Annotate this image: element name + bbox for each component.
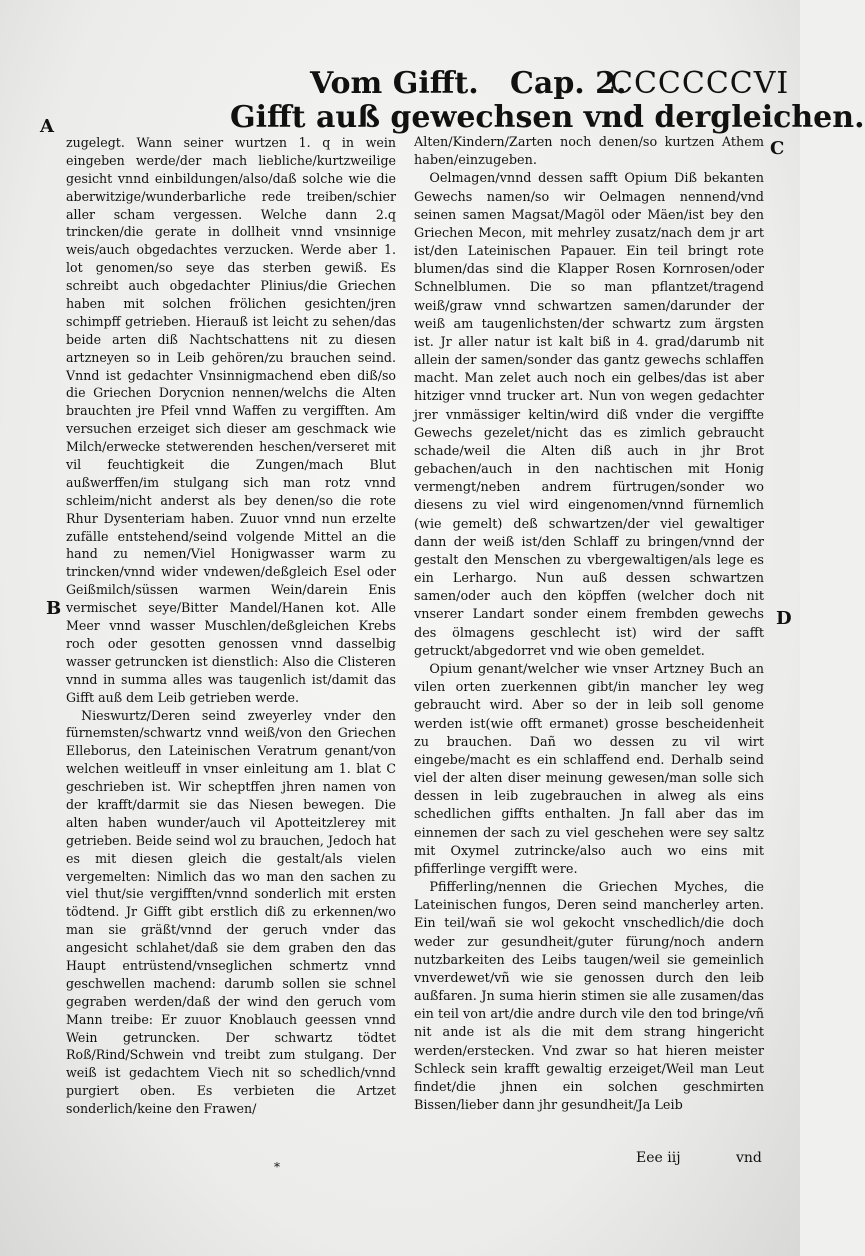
paragraph: Opium genant/welcher wie vnser Artzney Buch an vilen orten zuerkennen gibt/in mancher ley weg gebraucht wird. Aber so der in leib soll genome werden ist(wie offt ermanet) grosse bescheidenheit zu brauchen. Dañ wo dessen zu vil wirt eingebe/macht es ein schlaffend end. Derhalb seind viel der alten diser meinung gewesen/man solle sich dessen in leib zugebrauchen in alweg als eins schedlichen giffts enthalten. Jn fall aber das im einnemen der sach zu viel geschehen were sey saltz mit Oxymel zutrincke/also auch wo eins mit pfifferlinge vergifft were. bbox=[414, 661, 764, 877]
margin-marker-b: B bbox=[46, 598, 62, 619]
right-column bbox=[414, 134, 764, 1115]
left-column bbox=[66, 134, 396, 1118]
section-title: Gifft auß gewechsen vnd dergleichen. bbox=[230, 100, 865, 135]
chapter-number: Cap. 2. bbox=[510, 66, 627, 101]
margin-marker-a: A bbox=[40, 116, 54, 137]
paragraph: Oelmagen/vnnd dessen safft Opium Diß bekanten Gewechs namen/so wir Oelmagen nennend/vnd seinen samen Magsat/Magöl oder Mäen/ist bey den Griechen Mecon, mit mehrley zusatz/nach dem jr art ist/den Lateinischen Papauer. Ein teil bringt rote blumen/das sind die Klapper Rosen Kornrosen/oder Schnelblumen. Die so man pflantzet/tragend weiß/graw vnnd schwartzen samen/darunder der weiß am taugenlichsten/der schwartz zum ärgsten ist. Jr aller natur ist kalt biß in 4. grad/darumb nit allein der samen/sonder das gantz gewechs schlaffen macht. Man zelet auch noch ein gelbes/das ist aber hitziger vnnd trucker art. Nun von wegen gedachter jrer vnmässiger keltin/wird diß vnder die vergiffte Gewechs gezelet/nicht das es zimlich gebraucht schade/weil die Alten diß auch in jhr Brot gebachen/auch in den nachtischen mit Honig vermengt/neben andrem fürtrugen/sonder wo diesens zu viel wird eingenomen/vnnd fürnemlich (wie gemelt) deß schwartzen/der viel gewaltiger dann der weiß ist/den Schlaff zu bringen/vnnd der gestalt den Menschen zu vbergewaltigen/als lege es ein Lerhargo. Nun auß dessen schwartzen samen/oder auch den köpffen (welcher doch nit vnserer Landart sonder einem frembden gewechs des ölmagens geschlecht ist) wird der safft getruckt/abgedorret vnd wie oben gemeldet. bbox=[414, 171, 764, 659]
folio-number: CCCCCCVI bbox=[610, 66, 790, 101]
signature-mark: Eee iij bbox=[636, 1150, 681, 1166]
catchword: vnd bbox=[736, 1150, 762, 1166]
footer-mark: * bbox=[274, 1160, 280, 1174]
paragraph: Nieswurtz/Deren seind zweyerley vnder den fürnemsten/schwartz vnnd weiß/von den Griechen Elleborus, den Lateinischen Veratrum genant/von welchen weitleuff in vnser einleitung am 1. blat C geschrieben ist. Wir scheptffen jhren namen von der krafft/darmit sie das Niesen bewegen. Die alten haben wunder/auch vil Apotteitzlerey mit getrieben. Beide seind wol zu brauchen, Jedoch hat es mit diesen gleich die gestalt/als vielen vergemelten: Nimlich das wo man den sachen zu viel thut/sie vergifften/vnnd sonderlich mit ersten tödtend. Jr Gifft gibt erstlich diß zu erkennen/wo man sie gräßt/vnnd der geruch vnder das angesicht schlahet/daß sie dem graben den das Haupt entrüstend/vnseglichen schmertz vnnd geschwellen machend: darumb sollen sie schnel gegraben werden/daß der wind den geruch vom Mann treibe: Er zuuor Knoblauch geessen vnnd Wein getruncken. Der schwartz tödtet Roß/Rind/Schwein vnd treibt zum stulgang. Der weiß ist gedachtem Viech nit so schedlich/vnnd purgiert oben. Es verbieten die Artzet sonderlich/keine den Frawen/ bbox=[66, 707, 396, 1117]
paragraph: zugelegt. Wann seiner wurtzen 1. q in wein eingeben werde/der mach liebliche/kurtzweilige gesicht vnnd einbildungen/also/daß solche wie die aberwitzige/wunderbarliche rede treiben/schier aller scham vergessen. Welche dann 2.q trincken/die gerate in dollheit vnnd vnsinnige weis/auch obgedachtes verzucken. Werde aber 1. lot genomen/so seye das sterben gewiß. Es schreibt auch obgedachter Plinius/die Griechen haben mit solchen frölichen gesichten/jren schimpff getrieben. Hierauß ist leicht zu sehen/das beide arten diß Nachtschattens nit zu diesen artzneyen so in Leib gehören/zu brauchen seind. Vnnd ist gedachter Vnsinnigmachend eben diß/so die Griechen Dorycnion nennen/welchs die Alten brauchten jre Pfeil vnnd Waffen zu vergifften. Am versuchen erzeiget sich dieser am geschmack wie Milch/erwecke stetwerenden heschen/verseret mit vil feuchtigkeit die Zungen/mach Blut außwerffen/im stulgang sich man rotz vnnd schleim/nicht anderst als bey denen/so die rote Rhur Dysenteriam haben. Zuuor vnnd nun erzelte zufälle entstehend/seind volgende Mittel an die hand zu nemen/Viel Honigwasser warm zu trincken/vnnd wider vndewen/deßgleich Esel oder Geißmilch/süssen warmen Wein/darein Enis vermischet seye/Bitter Mandel/Hanen kot. Alle Meer vnnd wasser Muschlen/deßgleichen Krebs roch oder gesotten genossen vnnd dasselbig wasser getruncken ist dienstlich: Also die Clisteren vnnd in summa alles was taugenlich ist/damit das Gifft auß dem Leib getrieben werde. bbox=[66, 135, 396, 705]
margin-marker-c: C bbox=[770, 138, 785, 159]
paragraph: Pfifferling/nennen die Griechen Myches, die Lateinischen fungos, Deren seind mancherley arten. Ein teil/wañ sie wol gekocht vnschedlich/die doch weder zur gesundheit/guter fürung/noch andern nutzbarkeiten des Leibs taugen/weil sie gemeinlich vnverdewet/vñ wie sie genossen durch den leib außfaren. Jn suma hierin stimen sie alle zusamen/das ein teil von art/die andre durch vile den tod bringe/vñ nit ande ist als die mit dem strang hingericht werden/erstecken. Vnd zwar so hat hieren meister Schleck sein krafft gewaltig erzeiget/Weil man Leut findet/die jhnen ein solchen geschmirten Bissen/lieber dann jhr gesundheit/Ja Leib bbox=[414, 880, 764, 1114]
margin-marker-d: D bbox=[776, 608, 792, 629]
paragraph: Alten/Kindern/Zarten noch denen/so kurtzen Athem haben/einzugeben. bbox=[414, 135, 764, 169]
running-title: Vom Gifft. bbox=[310, 66, 479, 101]
